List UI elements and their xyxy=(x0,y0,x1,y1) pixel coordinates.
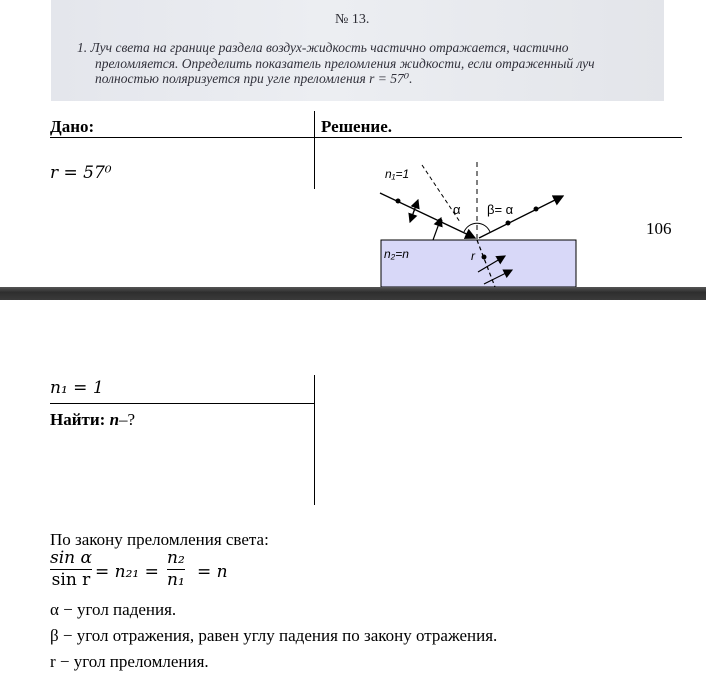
given-r: r = 57⁰ xyxy=(50,163,112,183)
n1-label: n₁=1 xyxy=(385,167,410,181)
problem-line-3: полностью поляризуется при угле преломления r = 57⁰. xyxy=(95,71,413,86)
fraction-n-denominator: n₁ xyxy=(167,570,185,590)
table-header-rule xyxy=(50,137,682,138)
incident-pol-arrow-2 xyxy=(433,218,441,240)
incident-dot-1 xyxy=(396,199,401,204)
fraction-n-numerator: n₂ xyxy=(167,548,185,568)
refracted-dot xyxy=(482,255,487,260)
problem-photo xyxy=(51,0,664,101)
given-n1: n₁ = 1 xyxy=(50,378,104,398)
alpha-label: α xyxy=(453,202,461,217)
table-divider-top xyxy=(314,111,315,189)
fraction-sin xyxy=(50,548,92,591)
problem-line-2: преломляется. Определить показатель преломления жидкости, если отраженный луч xyxy=(95,55,595,71)
problem-line-1: 1. Луч света на границе раздела воздух-жидкость частично отражается, частично xyxy=(77,40,569,55)
beta-label: β= α xyxy=(487,202,514,217)
r-label: r xyxy=(471,249,475,263)
find-variable: n xyxy=(109,410,120,429)
given-find-rule xyxy=(50,403,314,404)
problem-number: № 13. xyxy=(335,12,370,27)
incident-ray xyxy=(380,193,475,238)
page-number: 106 xyxy=(646,219,672,238)
find-label: Найти: xyxy=(50,410,110,429)
find-suffix: –? xyxy=(119,410,136,429)
solution-header: Решение. xyxy=(321,117,392,136)
fraction-sin-numerator: sin α xyxy=(50,548,92,568)
find-row xyxy=(50,410,135,430)
definition-alpha: α − угол падения. xyxy=(50,600,177,619)
definition-beta: β − угол отражения, равен углу падения по закону отражения. xyxy=(50,626,498,645)
table-divider-bottom xyxy=(314,375,315,505)
given-header: Дано: xyxy=(50,117,95,136)
equation-end: = n xyxy=(197,562,228,582)
fraction-sin-denominator: sin r xyxy=(51,570,91,590)
law-intro: По закону преломления света: xyxy=(50,530,269,549)
equation-middle: = n₂₁ = xyxy=(95,562,159,582)
liquid-block xyxy=(381,240,576,287)
n2-label: n₂=n xyxy=(384,247,409,261)
page-break-bar xyxy=(0,287,706,300)
reflected-dot-2 xyxy=(534,207,539,212)
refraction-diagram xyxy=(360,160,600,287)
definition-r: r − угол преломления. xyxy=(50,652,209,671)
fraction-n xyxy=(167,548,185,591)
problem-text xyxy=(77,40,647,87)
reflected-dot-1 xyxy=(506,221,511,226)
